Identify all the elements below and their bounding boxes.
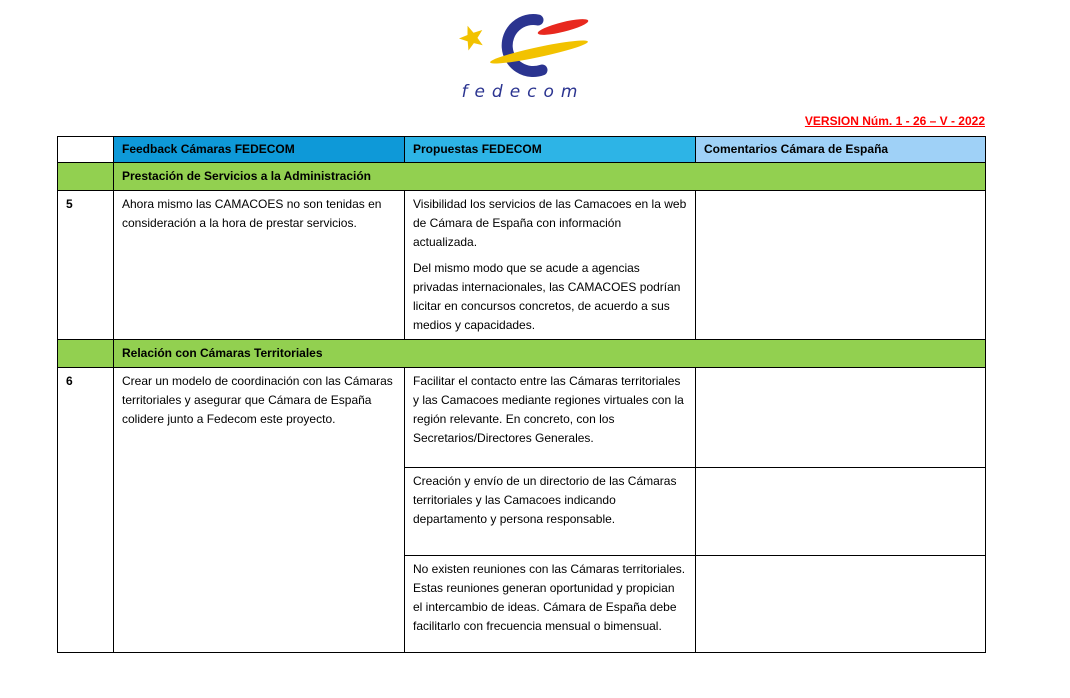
- feedback-cell: [114, 191, 405, 340]
- column-header-propuestas: Propuestas FEDECOM: [405, 137, 696, 163]
- fedecom-logo: [450, 8, 590, 108]
- feedback-cell: [114, 368, 405, 653]
- propuestas-cell: [405, 556, 696, 653]
- section-row-servicios: [58, 163, 986, 191]
- propuestas-cell: [405, 368, 696, 468]
- section-number-cell: [58, 163, 114, 191]
- row-number: 5: [58, 191, 114, 340]
- logo-blue-curve: [507, 20, 542, 72]
- comentarios-cell: [696, 191, 986, 340]
- comentarios-cell: [696, 468, 986, 556]
- section-title-servicios: Prestación de Servicios a la Administración: [114, 163, 986, 191]
- table-row-6: [58, 368, 986, 468]
- comentarios-cell: [696, 368, 986, 468]
- row-number: 6: [58, 368, 114, 653]
- propuesta-paragraph: No existen reuniones con las Cámaras territoriales. Estas reuniones generan oportunidad y propician el intercambio de ideas. Cámara de España debe facilitarlo con frecuencia mensual o bimensual.: [413, 562, 686, 633]
- propuesta-paragraph: Creación y envío de un directorio de las Cámaras territoriales y las Camacoes indicando departamento y persona responsable.: [413, 474, 677, 526]
- feedback-table: [57, 136, 986, 653]
- table-row-5: [58, 191, 986, 340]
- comentarios-cell: [696, 556, 986, 653]
- feedback-text: Crear un modelo de coordinación con las Cámaras territoriales y asegurar que Cámara de España colidere junto a Fedecom este proyecto.: [122, 374, 393, 426]
- fedecom-logo-mark: [450, 8, 590, 80]
- section-title-territoriales: Relación con Cámaras Territoriales: [114, 340, 986, 368]
- table-header-row: [58, 137, 986, 163]
- fedecom-logo-text: fedecom: [461, 82, 585, 102]
- propuesta-paragraph: Del mismo modo que se acude a agencias privadas internacionales, las CAMACOES podrían licitar en concursos concretos, de acuerdo a sus medios y capacidades.: [413, 261, 681, 332]
- section-row-territoriales: [58, 340, 986, 368]
- section-number-cell: [58, 340, 114, 368]
- propuesta-paragraph: Visibilidad los servicios de las Camacoes en la web de Cámara de España con información actualizada.: [413, 197, 687, 249]
- feedback-text: Ahora mismo las CAMACOES no son tenidas en consideración a la hora de prestar servicios.: [122, 197, 382, 230]
- propuestas-cell: [405, 191, 696, 340]
- column-header-feedback: Feedback Cámaras FEDECOM: [114, 137, 405, 163]
- propuestas-cell: [405, 468, 696, 556]
- logo-red-swoosh: [537, 16, 590, 38]
- header-spacer-cell: [58, 137, 114, 163]
- propuesta-paragraph: Facilitar el contacto entre las Cámaras territoriales y las Camacoes mediante regiones virtuales con la región relevante. En concreto, con los Secretarios/Directores Generales.: [413, 374, 684, 445]
- column-header-comentarios: Comentarios Cámara de España: [696, 137, 986, 163]
- version-label: VERSION Núm. 1 - 26 – V - 2022: [804, 114, 985, 128]
- logo-star-icon: [456, 22, 487, 53]
